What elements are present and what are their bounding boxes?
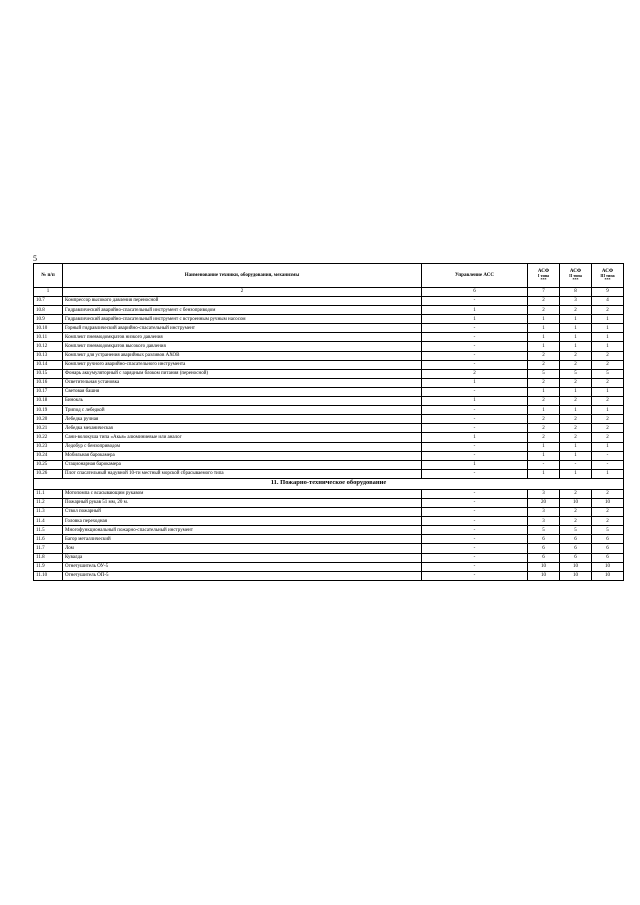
row-asf2-qty: 5: [560, 369, 592, 378]
row-asf2-qty: 1: [560, 469, 592, 478]
row-asf3-qty: 2: [592, 489, 624, 498]
index-cell: 9: [592, 288, 624, 297]
table-row: [34, 333, 624, 342]
row-asf3-qty: 2: [592, 378, 624, 387]
header-asf3-sub: III типа: [600, 272, 615, 278]
row-asf3-qty: 1: [592, 342, 624, 351]
row-asf2-qty: 2: [560, 415, 592, 424]
row-name: Лом: [63, 544, 422, 553]
table-row: [34, 562, 624, 571]
row-mgmt-qty: -: [422, 387, 528, 396]
table-row: [34, 378, 624, 387]
row-asf3-qty: 1: [592, 387, 624, 396]
row-number: 10.19: [34, 406, 63, 415]
row-asf3-qty: 2: [592, 351, 624, 360]
row-asf2-qty: 2: [560, 508, 592, 517]
row-number: 11.10: [34, 571, 63, 580]
table-row: [34, 498, 624, 507]
table-body-section-10: [34, 297, 624, 479]
row-name: Багор металлический: [63, 535, 422, 544]
row-asf2-qty: 1: [560, 442, 592, 451]
row-name: Огнетушитель ОП-5: [63, 571, 422, 580]
row-asf2-qty: 2: [560, 397, 592, 406]
header-asf2-sub: II типа: [569, 272, 582, 278]
row-mgmt-qty: -: [422, 544, 528, 553]
section-title: 11. Пожарно-техническое оборудование: [34, 478, 624, 489]
header-mgmt: Управление АСС: [422, 264, 528, 288]
row-asf1-qty: 1: [528, 451, 560, 460]
header-num: № п/п: [34, 264, 63, 288]
row-name: Фонарь аккумуляторный с зарядным блоком питания (переносной): [63, 369, 422, 378]
row-number: 10.20: [34, 415, 63, 424]
row-asf1-qty: 6: [528, 544, 560, 553]
row-asf2-qty: 1: [560, 342, 592, 351]
header-asf1-title: АСФ: [537, 268, 550, 274]
column-index-row: [34, 288, 624, 297]
row-name: Горный гидравлический аварийно-спасательный инструмент: [63, 324, 422, 333]
row-name: Ледобур с бензоприводом: [63, 442, 422, 451]
row-asf1-qty: 2: [528, 415, 560, 424]
row-asf3-qty: -: [592, 460, 624, 469]
row-number: 10.17: [34, 387, 63, 396]
row-mgmt-qty: -: [422, 342, 528, 351]
row-asf2-qty: 2: [560, 424, 592, 433]
row-name: Ствол пожарный: [63, 508, 422, 517]
header-asf3: [592, 264, 624, 288]
header-asf3-mark: ***: [604, 277, 611, 283]
table-row: [34, 517, 624, 526]
row-number: 11.1: [34, 489, 63, 498]
row-asf2-qty: 6: [560, 544, 592, 553]
index-cell: 6: [422, 288, 528, 297]
row-number: 10.24: [34, 451, 63, 460]
row-asf2-qty: 1: [560, 451, 592, 460]
row-number: 10.14: [34, 360, 63, 369]
row-number: 11.4: [34, 517, 63, 526]
row-number: 11.9: [34, 562, 63, 571]
row-number: 11.5: [34, 526, 63, 535]
row-asf3-qty: 2: [592, 306, 624, 315]
row-name: Гидравлический аварийно-спасательный инструмент с бензоприводом: [63, 306, 422, 315]
row-name: Комплект ручного аварийно-спасательного инструмента: [63, 360, 422, 369]
row-asf3-qty: 2: [592, 397, 624, 406]
row-name: Мобильная барокамера: [63, 451, 422, 460]
row-asf3-qty: 10: [592, 498, 624, 507]
row-mgmt-qty: -: [422, 489, 528, 498]
row-asf2-qty: 1: [560, 406, 592, 415]
row-asf3-qty: 2: [592, 508, 624, 517]
row-asf2-qty: 2: [560, 433, 592, 442]
row-number: 10.13: [34, 351, 63, 360]
index-cell: 2: [63, 288, 422, 297]
row-name: Кувалда: [63, 553, 422, 562]
row-name: Многофункциональный пожарно-спасательный инструмент: [63, 526, 422, 535]
row-asf2-qty: 10: [560, 571, 592, 580]
header-name: Наименование техники, оборудования, механизмы: [63, 264, 422, 288]
header-asf1-sub: I типа: [537, 272, 550, 278]
row-asf1-qty: 3: [528, 508, 560, 517]
row-name: Мотопомпа с всасывающим рукавом: [63, 489, 422, 498]
row-asf1-qty: 6: [528, 535, 560, 544]
row-number: 10.7: [34, 297, 63, 306]
row-asf3-qty: 1: [592, 469, 624, 478]
row-asf2-qty: 1: [560, 387, 592, 396]
row-mgmt-qty: -: [422, 553, 528, 562]
row-asf3-qty: 1: [592, 406, 624, 415]
row-asf1-qty: 5: [528, 369, 560, 378]
row-number: 11.2: [34, 498, 63, 507]
row-name: Лебедка механическая: [63, 424, 422, 433]
index-cell: 7: [528, 288, 560, 297]
table-row: [34, 306, 624, 315]
row-asf1-qty: 1: [528, 342, 560, 351]
row-name: Комплект пневмодомкратов высокого давления: [63, 342, 422, 351]
row-name: Сани-волокуша типа «Акья» алюминиевые или аналог: [63, 433, 422, 442]
row-asf3-qty: 6: [592, 553, 624, 562]
table-row: [34, 526, 624, 535]
table-row: [34, 387, 624, 396]
row-asf1-qty: 3: [528, 517, 560, 526]
table-row: [34, 342, 624, 351]
row-mgmt-qty: -: [422, 424, 528, 433]
row-asf1-qty: 2: [528, 360, 560, 369]
row-asf3-qty: 1: [592, 333, 624, 342]
row-number: 10.26: [34, 469, 63, 478]
row-asf1-qty: 2: [528, 397, 560, 406]
table-row: [34, 489, 624, 498]
row-mgmt-qty: -: [422, 498, 528, 507]
row-number: 11.6: [34, 535, 63, 544]
row-asf1-qty: 6: [528, 553, 560, 562]
row-mgmt-qty: 1: [422, 306, 528, 315]
row-name: Комплект пневмодомкратов низкого давления: [63, 333, 422, 342]
row-mgmt-qty: 1: [422, 460, 528, 469]
row-number: 10.15: [34, 369, 63, 378]
row-name: Бинокль: [63, 397, 422, 406]
row-asf3-qty: 4: [592, 297, 624, 306]
table-row: [34, 397, 624, 406]
row-name: Плот спасательный надувной 10-ти местный морской сбрасываемого типа: [63, 469, 422, 478]
row-mgmt-qty: -: [422, 535, 528, 544]
row-asf1-qty: 1: [528, 324, 560, 333]
row-asf2-qty: 2: [560, 306, 592, 315]
row-mgmt-qty: -: [422, 442, 528, 451]
table-row: [34, 324, 624, 333]
row-mgmt-qty: -: [422, 333, 528, 342]
row-number: 10.23: [34, 442, 63, 451]
table-row: [34, 553, 624, 562]
row-asf1-qty: 2: [528, 306, 560, 315]
header-asf1: [528, 264, 560, 288]
row-asf2-qty: 10: [560, 562, 592, 571]
table-row: [34, 544, 624, 553]
row-mgmt-qty: -: [422, 469, 528, 478]
row-asf2-qty: -: [560, 460, 592, 469]
row-mgmt-qty: -: [422, 451, 528, 460]
row-asf3-qty: 1: [592, 442, 624, 451]
table-row: [34, 469, 624, 478]
table-row: [34, 360, 624, 369]
row-mgmt-qty: 1: [422, 433, 528, 442]
table-row: [34, 351, 624, 360]
row-mgmt-qty: -: [422, 517, 528, 526]
table-row: [34, 415, 624, 424]
row-asf1-qty: 2: [528, 424, 560, 433]
row-asf3-qty: 5: [592, 526, 624, 535]
row-asf2-qty: 1: [560, 324, 592, 333]
header-asf2-mark: ***: [572, 277, 579, 283]
row-number: 11.7: [34, 544, 63, 553]
header-asf2-title: АСФ: [569, 268, 582, 274]
table-row: [34, 535, 624, 544]
row-mgmt-qty: -: [422, 415, 528, 424]
row-asf1-qty: 10: [528, 562, 560, 571]
row-mgmt-qty: -: [422, 571, 528, 580]
row-mgmt-qty: -: [422, 508, 528, 517]
section-11-heading: [34, 478, 624, 489]
table-row: [34, 508, 624, 517]
table-row: [34, 460, 624, 469]
row-asf3-qty: 5: [592, 369, 624, 378]
row-name: Трипод с лебедкой: [63, 406, 422, 415]
row-asf3-qty: 10: [592, 571, 624, 580]
row-asf2-qty: 6: [560, 553, 592, 562]
row-number: 10.18: [34, 397, 63, 406]
row-number: 11.3: [34, 508, 63, 517]
row-asf1-qty: 5: [528, 526, 560, 535]
row-asf1-qty: 2: [528, 378, 560, 387]
row-number: 10.10: [34, 324, 63, 333]
row-mgmt-qty: -: [422, 297, 528, 306]
table-row: [34, 315, 624, 324]
row-asf3-qty: 2: [592, 424, 624, 433]
row-mgmt-qty: -: [422, 324, 528, 333]
row-number: 10.22: [34, 433, 63, 442]
row-asf2-qty: 2: [560, 489, 592, 498]
row-asf3-qty: 2: [592, 433, 624, 442]
row-name: Осветительная установка: [63, 378, 422, 387]
table-row: [34, 571, 624, 580]
row-asf1-qty: 1: [528, 469, 560, 478]
row-number: 10.11: [34, 333, 63, 342]
row-name: Гидравлический аварийно-спасательный инструмент с встроенным ручным насосом: [63, 315, 422, 324]
table-row: [34, 442, 624, 451]
table-row: [34, 433, 624, 442]
row-number: 10.16: [34, 378, 63, 387]
row-asf3-qty: 2: [592, 517, 624, 526]
row-asf2-qty: 6: [560, 535, 592, 544]
row-asf3-qty: 1: [592, 324, 624, 333]
row-asf3-qty: 1: [592, 315, 624, 324]
row-mgmt-qty: -: [422, 562, 528, 571]
table-row: [34, 406, 624, 415]
row-asf2-qty: 1: [560, 315, 592, 324]
row-number: 10.8: [34, 306, 63, 315]
row-mgmt-qty: -: [422, 351, 528, 360]
row-asf1-qty: 3: [528, 489, 560, 498]
header-asf3-title: АСФ: [601, 268, 614, 274]
row-name: Комплект для устранения аварийных разливов АХОВ: [63, 351, 422, 360]
table-row: [34, 369, 624, 378]
row-number: 11.8: [34, 553, 63, 562]
row-asf1-qty: 1: [528, 315, 560, 324]
row-asf1-qty: 1: [528, 442, 560, 451]
row-name: Пожарный рукав 51 мм, 20 м.: [63, 498, 422, 507]
table-body-section-11: [34, 489, 624, 580]
row-asf2-qty: 1: [560, 333, 592, 342]
row-asf1-qty: 1: [528, 387, 560, 396]
header-asf1-mark: ***: [540, 277, 547, 283]
row-asf1-qty: 20: [528, 498, 560, 507]
header-row: [34, 264, 624, 288]
row-mgmt-qty: 1: [422, 378, 528, 387]
row-name: Огнетушитель ОУ-5: [63, 562, 422, 571]
row-mgmt-qty: -: [422, 406, 528, 415]
equipment-table: [33, 263, 624, 581]
table-row: [34, 424, 624, 433]
row-mgmt-qty: -: [422, 526, 528, 535]
row-asf2-qty: 2: [560, 378, 592, 387]
row-name: Компрессор высокого давления переносной: [63, 297, 422, 306]
row-asf3-qty: 2: [592, 415, 624, 424]
row-asf2-qty: 5: [560, 526, 592, 535]
table-row: [34, 451, 624, 460]
row-asf1-qty: 2: [528, 433, 560, 442]
row-asf3-qty: 6: [592, 535, 624, 544]
header-asf2: [560, 264, 592, 288]
row-mgmt-qty: 2: [422, 369, 528, 378]
row-number: 10.12: [34, 342, 63, 351]
index-cell: 8: [560, 288, 592, 297]
page-number: 5: [33, 254, 37, 263]
row-asf2-qty: 2: [560, 360, 592, 369]
row-number: 10.9: [34, 315, 63, 324]
row-asf2-qty: 2: [560, 351, 592, 360]
row-number: 10.21: [34, 424, 63, 433]
row-name: Головка переходная: [63, 517, 422, 526]
row-asf2-qty: 2: [560, 517, 592, 526]
table-row: [34, 297, 624, 306]
row-asf3-qty: 10: [592, 562, 624, 571]
row-mgmt-qty: 1: [422, 397, 528, 406]
row-asf1-qty: -: [528, 460, 560, 469]
section-heading-row: [34, 478, 624, 489]
row-asf1-qty: 10: [528, 571, 560, 580]
row-asf1-qty: 1: [528, 333, 560, 342]
row-name: Световая башня: [63, 387, 422, 396]
row-name: Стационарная барокамера: [63, 460, 422, 469]
row-number: 10.25: [34, 460, 63, 469]
row-asf3-qty: 2: [592, 360, 624, 369]
row-asf1-qty: 1: [528, 406, 560, 415]
row-asf1-qty: 2: [528, 297, 560, 306]
row-asf2-qty: 10: [560, 498, 592, 507]
index-cell: 1: [34, 288, 63, 297]
row-asf2-qty: 3: [560, 297, 592, 306]
row-asf3-qty: -: [592, 451, 624, 460]
row-name: Лебедка ручная: [63, 415, 422, 424]
row-asf3-qty: 6: [592, 544, 624, 553]
row-mgmt-qty: 1: [422, 315, 528, 324]
row-mgmt-qty: -: [422, 360, 528, 369]
row-asf1-qty: 2: [528, 351, 560, 360]
